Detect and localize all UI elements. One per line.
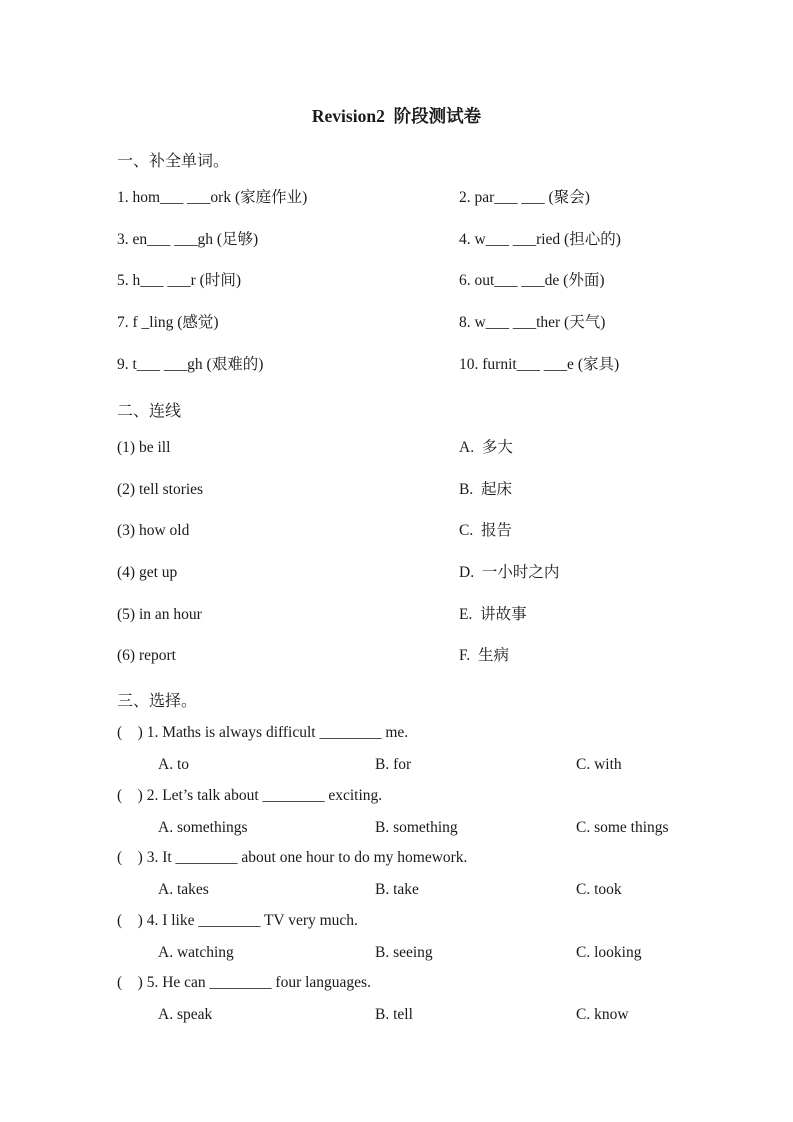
question-stem-4: ( ) 4. I like ________ TV very much.	[117, 912, 358, 929]
question-stem-2: ( ) 2. Let’s talk about ________ exciting.	[117, 787, 383, 804]
question-1-option-b: B. for	[375, 756, 412, 773]
question-3-option-c: C. took	[576, 881, 622, 898]
word-item-8: 8. w___ ___ther (天气)	[459, 314, 606, 331]
question-3-option-b: B. take	[375, 881, 419, 898]
question-1-option-a: A. to	[158, 756, 189, 773]
question-stem-1: ( ) 1. Maths is always difficult ________ me.	[117, 724, 409, 741]
match-right-b: B. 起床	[459, 481, 512, 498]
match-right-c: C. 报告	[459, 522, 512, 539]
question-2-option-b: B. something	[375, 819, 458, 836]
question-2-option-c: C. some things	[576, 819, 669, 836]
question-5-option-a: A. speak	[158, 1006, 213, 1023]
match-left-2: (2) tell stories	[117, 481, 204, 498]
question-stem-5: ( ) 5. He can ________ four languages.	[117, 974, 371, 991]
word-item-1: 1. hom___ ___ork (家庭作业)	[117, 189, 308, 206]
word-item-10: 10. furnit___ ___e (家具)	[459, 356, 620, 373]
question-5-option-c: C. know	[576, 1006, 629, 1023]
section2-heading: 二、连线	[117, 403, 182, 420]
question-4-option-a: A. watching	[158, 944, 234, 961]
question-5-option-b: B. tell	[375, 1006, 413, 1023]
question-stem-3: ( ) 3. It ________ about one hour to do my homework.	[117, 849, 468, 866]
word-item-6: 6. out___ ___de (外面)	[459, 272, 605, 289]
word-item-9: 9. t___ ___gh (艰难的)	[117, 356, 264, 373]
match-right-d: D. 一小时之内	[459, 564, 560, 581]
match-left-6: (6) report	[117, 647, 176, 664]
match-right-a: A. 多大	[459, 439, 513, 456]
match-left-1: (1) be ill	[117, 439, 171, 456]
question-1-option-c: C. with	[576, 756, 622, 773]
question-4-option-c: C. looking	[576, 944, 642, 961]
match-left-5: (5) in an hour	[117, 606, 202, 623]
match-right-e: E. 讲故事	[459, 606, 527, 623]
word-item-7: 7. f _ling (感觉)	[117, 314, 219, 331]
word-item-4: 4. w___ ___ried (担心的)	[459, 231, 621, 248]
page-title: Revision2 阶段测试卷	[311, 106, 482, 126]
question-4-option-b: B. seeing	[375, 944, 433, 961]
question-3-option-a: A. takes	[158, 881, 209, 898]
word-item-2: 2. par___ ___ (聚会)	[459, 189, 590, 206]
match-left-3: (3) how old	[117, 522, 190, 539]
word-item-5: 5. h___ ___r (时间)	[117, 272, 241, 289]
match-right-f: F. 生病	[459, 647, 510, 664]
section1-heading: 一、补全单词。	[117, 153, 230, 170]
word-item-3: 3. en___ ___gh (足够)	[117, 231, 259, 248]
section3-heading: 三、选择。	[117, 693, 198, 710]
question-2-option-a: A. somethings	[158, 819, 248, 836]
match-left-4: (4) get up	[117, 564, 178, 581]
